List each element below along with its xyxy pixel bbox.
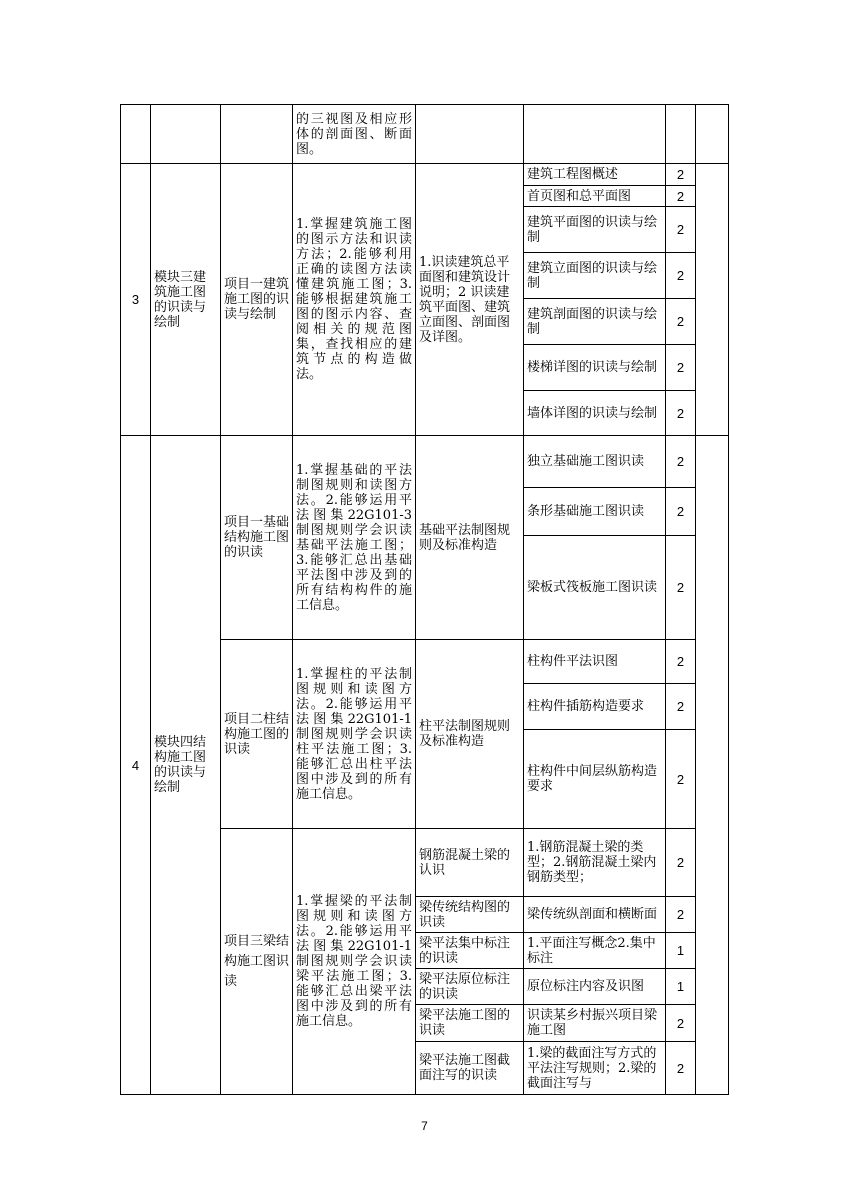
task-cell: 首页图和总平面图	[524, 186, 666, 207]
module-name: 模块三建筑施工图的识读与绘制	[151, 164, 221, 436]
task-cell: 1.平面注写概念2.集中标注	[524, 933, 666, 969]
table-row	[121, 164, 729, 186]
task-cell: 柱构件中间层纵筋构造要求	[524, 730, 666, 829]
task-cell: 建筑剖面图的识读与绘制	[524, 299, 666, 345]
project-name: 项目二柱结构施工图的识读	[221, 640, 293, 829]
hours-cell: 2	[666, 391, 696, 436]
task-cell: 建筑工程图概述	[524, 164, 666, 186]
cell-empty	[696, 105, 729, 164]
content-cell: 的三视图及相应形体的剖面图、断面图。	[293, 105, 416, 164]
hours-cell: 2	[666, 1005, 696, 1042]
remarks-cell	[696, 164, 729, 436]
hours-cell: 2	[666, 345, 696, 391]
content-cell: 基础平法制图规则及标准构造	[416, 436, 524, 640]
hours-cell: 1	[666, 969, 696, 1005]
cell-empty	[524, 105, 666, 164]
content-cell: 梁平法施工图的识读	[416, 1005, 524, 1042]
task-cell: 墙体详图的识读与绘制	[524, 391, 666, 436]
curriculum-table	[120, 104, 729, 1095]
cell-empty	[416, 105, 524, 164]
module-number: 3	[121, 164, 151, 436]
hours-cell: 2	[666, 829, 696, 897]
continuation-row	[121, 105, 729, 164]
content-cell: 梁平法原位标注的识读	[416, 969, 524, 1005]
page-number: 7	[421, 1119, 428, 1133]
cell-empty	[221, 105, 293, 164]
task-cell: 原位标注内容及识图	[524, 969, 666, 1005]
task-cell: 1.梁的截面注写方式的平法注写规则；2.梁的截面注写与	[524, 1042, 666, 1095]
task-cell: 独立基础施工图识读	[524, 436, 666, 488]
objectives-cell: 1.掌握柱的平法制图规则和读图方法。2.能够运用平法图集22G101-1制图规则学会识读柱平法施工图；3.能够汇总出柱平法图中涉及到的所有施工信息。	[293, 640, 416, 829]
module-name: 模块四结构施工图的识读与绘制	[151, 436, 221, 1095]
hours-cell: 2	[666, 1042, 696, 1095]
task-cell: 1.钢筋混凝土梁的类型；2.钢筋混凝土梁内钢筋类型；	[524, 829, 666, 897]
hours-cell: 2	[666, 186, 696, 207]
cell-empty	[121, 105, 151, 164]
hours-cell: 2	[666, 299, 696, 345]
cell-empty	[666, 105, 696, 164]
module-number: 4	[121, 436, 151, 1095]
objectives-cell: 1.掌握梁的平法制图规则和读图方法。2.能够运用平法图集22G101-1制图规则学会识读梁平法施工图；3.能够汇总出梁平法图中涉及到的所有施工信息。	[293, 829, 416, 1095]
task-cell: 柱构件插筋构造要求	[524, 684, 666, 730]
hours-cell: 2	[666, 436, 696, 488]
task-cell: 识读某乡村振兴项目梁施工图	[524, 1005, 666, 1042]
hours-cell: 1	[666, 933, 696, 969]
hours-cell: 2	[666, 253, 696, 299]
project-name: 项目一基础结构施工图的识读	[221, 436, 293, 640]
task-cell: 梁传统纵剖面和横断面	[524, 897, 666, 933]
cell-empty	[151, 105, 221, 164]
hours-cell: 2	[666, 640, 696, 684]
hours-cell: 2	[666, 207, 696, 253]
content-cell: 梁传统结构图的识读	[416, 897, 524, 933]
hours-cell: 2	[666, 684, 696, 730]
task-cell: 条形基础施工图识读	[524, 488, 666, 536]
hours-cell: 2	[666, 536, 696, 640]
task-cell: 建筑立面图的识读与绘制	[524, 253, 666, 299]
hours-cell: 2	[666, 730, 696, 829]
content-cell: 梁平法集中标注的识读	[416, 933, 524, 969]
content-cell: 钢筋混凝土梁的认识	[416, 829, 524, 897]
remarks-cell	[696, 436, 729, 1095]
table-row	[121, 436, 729, 488]
task-cell: 柱构件平法识图	[524, 640, 666, 684]
objectives-cell: 1.掌握基础的平法制图规则和读图方法。2.能够运用平法图集22G101-3制图规则学会识读基础平法施工图；3.能够汇总出基础平法图中涉及到的所有结构构件的施工信息。	[293, 436, 416, 640]
objectives-cell: 1.掌握建筑施工图的图示方法和识读方法；2.能够利用正确的读图方法读懂建筑施工图；3.能够根据建筑施工图的图示内容、查阅相关的规范图集，查找相应的建筑节点的构造做法。	[293, 164, 416, 436]
task-cell: 梁板式筏板施工图识读	[524, 536, 666, 640]
task-cell: 楼梯详图的识读与绘制	[524, 345, 666, 391]
content-cell: 柱平法制图规则及标准构造	[416, 640, 524, 829]
hours-cell: 2	[666, 897, 696, 933]
hours-cell: 2	[666, 488, 696, 536]
content-cell: 梁平法施工图截面注写的识读	[416, 1042, 524, 1095]
project-name: 项目三梁结构施工图识读	[221, 829, 293, 1095]
hours-cell: 2	[666, 164, 696, 186]
content-cell: 1.识读建筑总平面图和建筑设计说明；2 识读建筑平面图、建筑立面图、剖面图及详图。	[416, 164, 524, 436]
task-cell: 建筑平面图的识读与绘制	[524, 207, 666, 253]
project-name: 项目一建筑施工图的识读与绘制	[221, 164, 293, 436]
